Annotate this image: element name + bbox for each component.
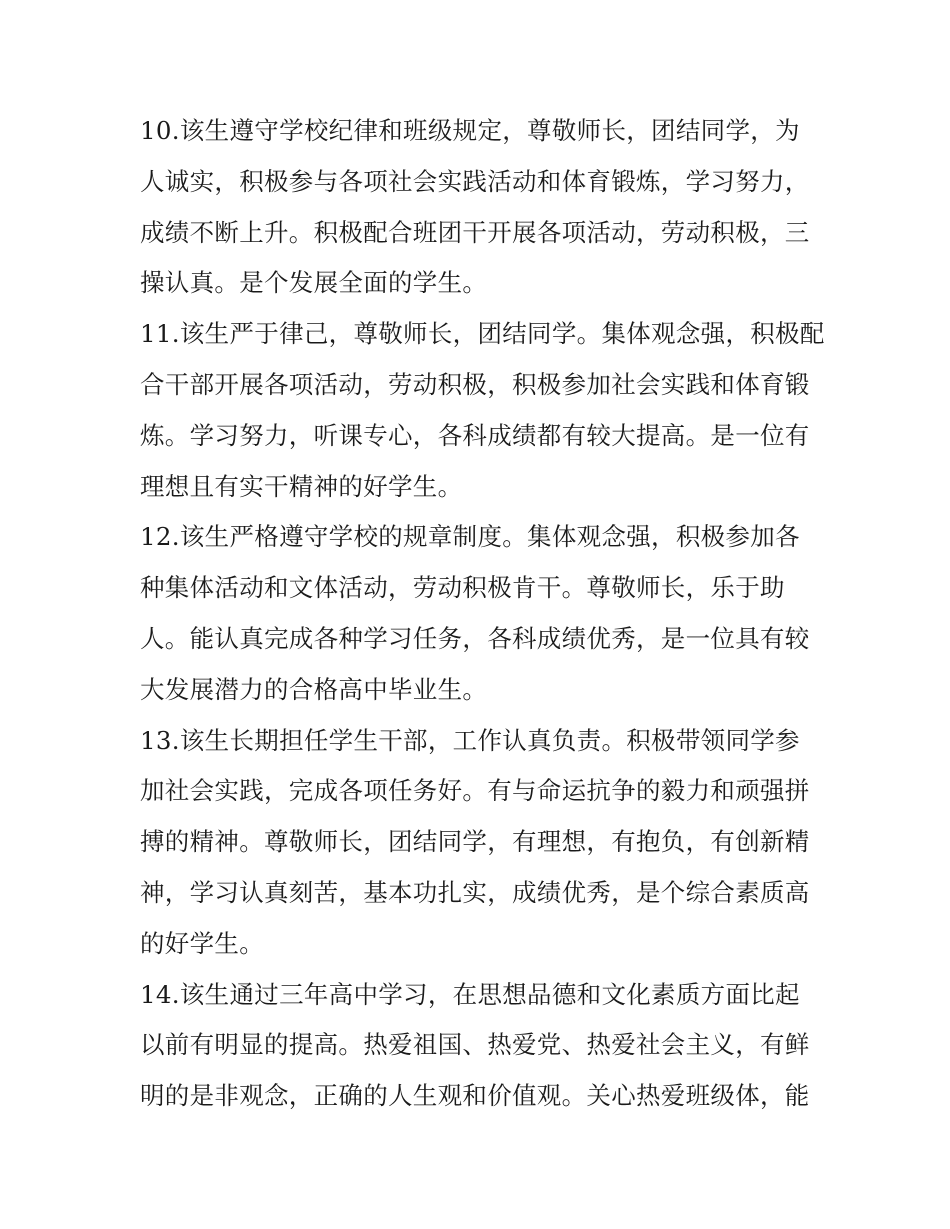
- document-body: [140, 106, 825, 1122]
- text-line: 13.该生长期担任学生干部，工作认真负责。积极带领同学参: [140, 725, 800, 755]
- text-line: 操认真。是个发展全面的学生。: [140, 268, 488, 298]
- text-line: 人。能认真完成各种学习任务，各科成绩优秀，是一位具有较: [140, 623, 810, 653]
- text-line: 搏的精神。尊敬师长，团结同学，有理想，有抱负，有创新精: [140, 827, 810, 857]
- text-line: 人诚实，积极参与各项社会实践活动和体育锻炼，学习努力，: [140, 166, 810, 196]
- text-line: 明的是非观念，正确的人生观和价值观。关心热爱班级体，能: [140, 1081, 810, 1111]
- text-line: 成绩不断上升。积极配合班团干开展各项活动，劳动积极，三: [140, 217, 810, 247]
- text-line: 10.该生遵守学校纪律和班级规定，尊敬师长，团结同学，为: [140, 116, 800, 145]
- text-line: 14.该生通过三年高中学习，在思想品德和文化素质方面比起: [140, 979, 800, 1009]
- text-line: 大发展潜力的合格高中毕业生。: [140, 674, 488, 704]
- text-line: 以前有明显的提高。热爱祖国、热爱党、热爱社会主义，有鲜: [140, 1030, 810, 1060]
- text-line: 种集体活动和文体活动，劳动积极肯干。尊敬师长，乐于助: [140, 573, 785, 603]
- text-line: 加社会实践，完成各项任务好。有与命运抗争的毅力和顽强拼: [140, 776, 810, 806]
- text-line: 理想且有实干精神的好学生。: [140, 471, 463, 501]
- text-line: 12.该生严格遵守学校的规章制度。集体观念强，积极参加各: [140, 522, 800, 552]
- text-line: 11.该生严于律己，尊敬师长，团结同学。集体观念强，积极配: [140, 319, 825, 349]
- text-line: 合干部开展各项活动，劳动积极，积极参加社会实践和体育锻: [140, 369, 810, 399]
- text-line: 炼。学习努力，听课专心，各科成绩都有较大提高。是一位有: [140, 420, 810, 450]
- text-line: 神，学习认真刻苦，基本功扎实，成绩优秀，是个综合素质高: [140, 877, 810, 907]
- text-line: 的好学生。: [140, 928, 264, 958]
